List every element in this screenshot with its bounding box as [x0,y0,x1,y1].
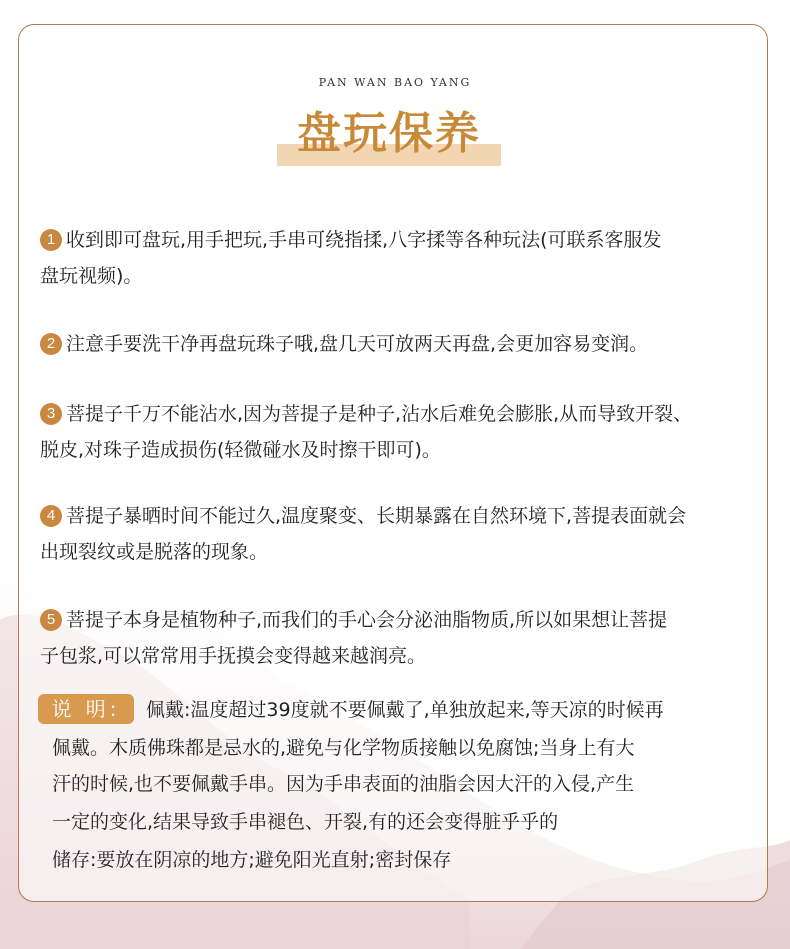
item-text: 收到即可盘玩,用手把玩,手串可绕指揉,八字揉等各种玩法(可联系客服发 [66,229,662,251]
page-subtitle: PAN WAN BAO YANG [318,76,472,89]
item-text: 出现裂纹或是脱落的现象。 [40,541,269,563]
item-number-badge: 1 [40,229,62,251]
note-label-badge: 说 明: [38,694,134,724]
list-item [40,396,760,468]
note-line: 一定的变化,结果导致手串褪色、开裂,有的还会变得脏乎乎的 [52,811,559,833]
item-number-badge: 5 [40,609,62,631]
item-number-badge: 4 [40,505,62,527]
note-line: 佩戴:温度超过39度就不要佩戴了,单独放起来,等天凉的时候再 [146,699,664,721]
item-text: 子包浆,可以常常用手抚摸会变得越来越润亮。 [40,645,427,667]
item-text: 盘玩视频)。 [40,265,143,287]
item-text: 注意手要洗干净再盘玩珠子哦,盘几天可放两天再盘,会更加容易变润。 [66,333,649,355]
page-title: 盘玩保养 [297,108,481,159]
list-item [40,326,760,362]
item-text: 脱皮,对珠子造成损伤(轻微碰水及时擦干即可)。 [40,439,441,461]
note-line: 佩戴。木质佛珠都是忌水的,避免与化学物质接触以免腐蚀;当身上有大 [52,737,635,759]
item-text: 菩提子千万不能沾水,因为菩提子是种子,沾水后难免会膨胀,从而导致开裂、 [66,403,693,425]
note-line: 储存:要放在阴凉的地方;避免阳光直射;密封保存 [52,849,452,871]
note-line: 汗的时候,也不要佩戴手串。因为手串表面的油脂会因大汗的入侵,产生 [52,773,635,795]
item-text: 菩提子暴晒时间不能过久,温度聚变、长期暴露在自然环境下,菩提表面就会 [66,505,687,527]
item-text: 菩提子本身是植物种子,而我们的手心会分泌油脂物质,所以如果想让菩提 [66,609,668,631]
item-number-badge: 2 [40,333,62,355]
list-item [40,222,760,294]
list-item [40,498,760,570]
title-block [277,104,501,162]
list-item [40,602,760,674]
item-number-badge: 3 [40,403,62,425]
